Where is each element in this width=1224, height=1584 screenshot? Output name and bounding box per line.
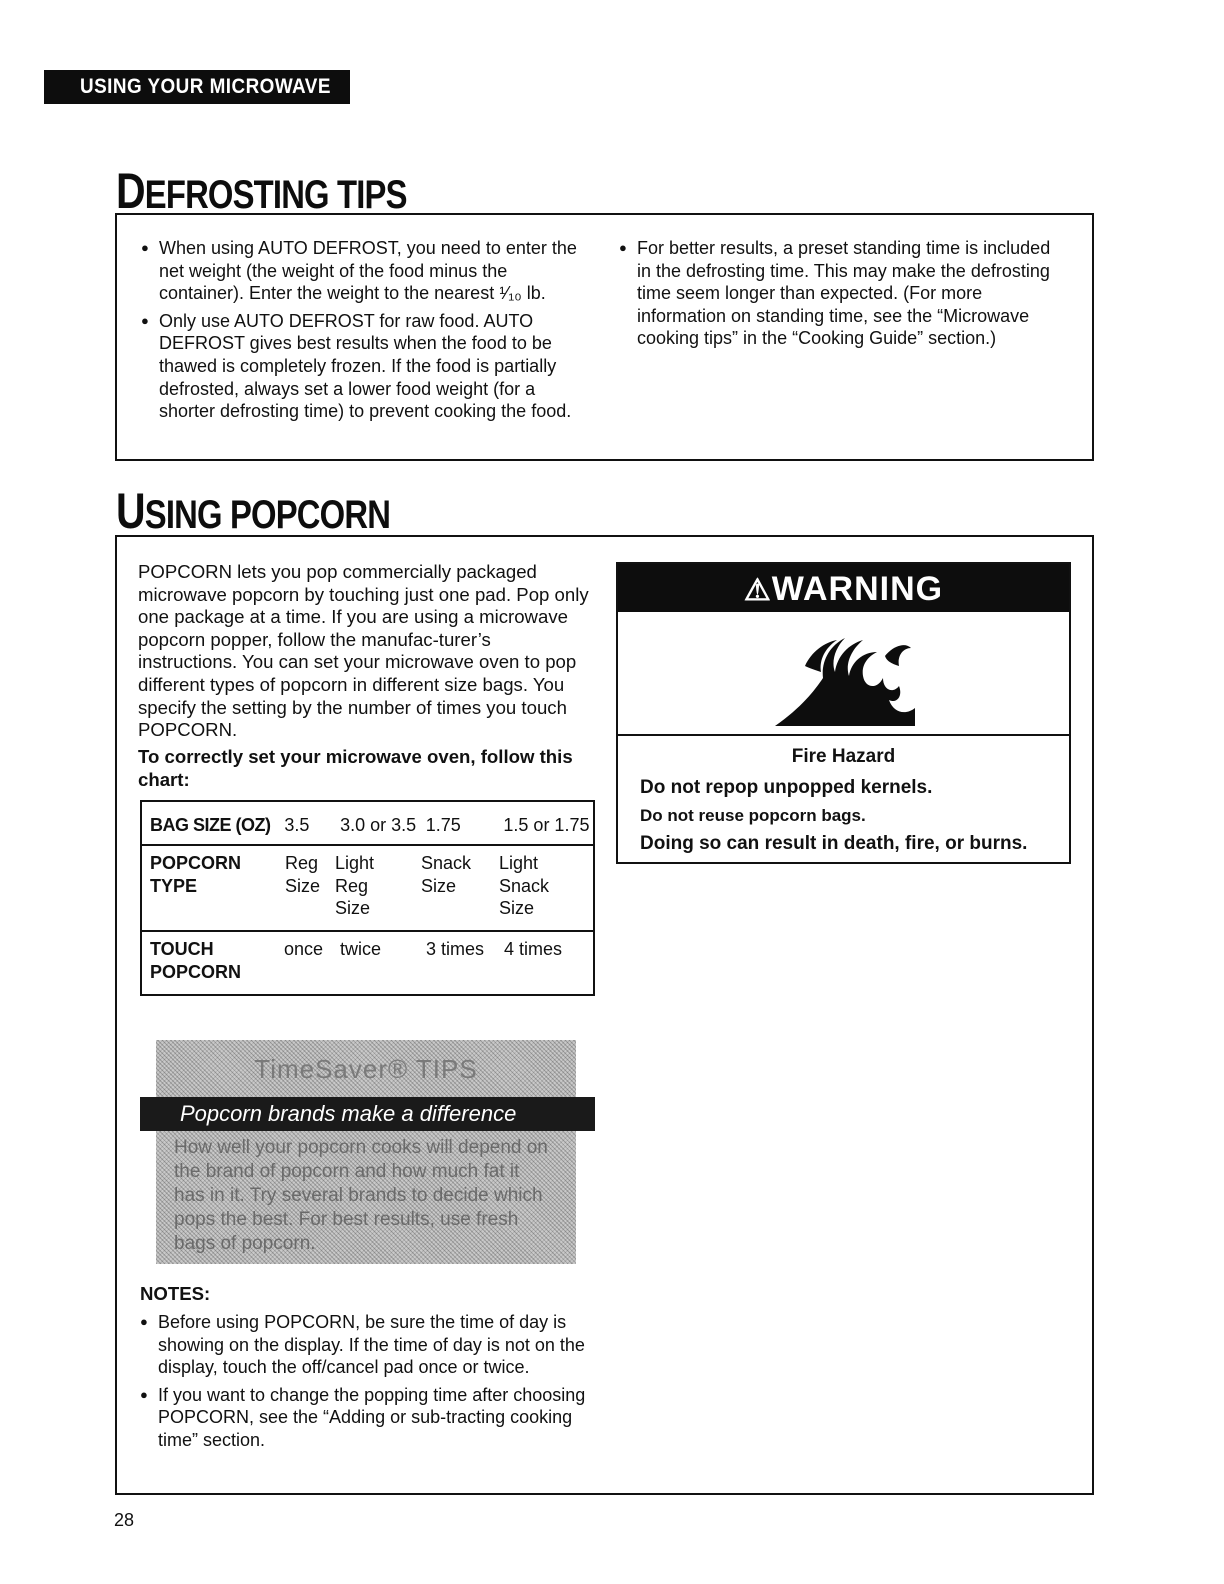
table-cell: 3 times [426,939,485,959]
touch-popcorn-header: TOUCH POPCORN [150,939,242,982]
popcorn-heading-cap: U [116,483,145,539]
chart-intro: To correctly set your microwave oven, follow this chart: [138,746,573,790]
warning-label: WARNING [771,570,944,608]
defrosting-left-list [141,237,581,428]
popcorn-heading-rest: SING POPCORN [144,493,391,537]
list-item: ● If you want to change the popping time after choosing POPCORN, see the “Adding or sub-tracting cooking time” section. [140,1384,590,1452]
defrosting-tips-box [115,213,1094,461]
table-cell: Light Reg Size [335,853,375,919]
defrosting-heading-rest: EFROSTING TIPS [144,173,407,217]
section-tab-label: USING YOUR MICROWAVE OVEN [80,75,331,132]
table-row [142,846,593,932]
warning-line: Doing so can result in death, fire, or burns. [640,833,1028,854]
popcorn-settings-table [140,800,595,996]
tips-body: How well your popcorn cooks will depend on the brand of popcorn and how much fat it has in it. Try several brands to decide which pops the best. For best results, use fresh bags of popcorn. [174,1137,548,1254]
table-cell: Reg Size [285,853,321,896]
table-cell: Light Snack Size [499,853,550,919]
hazard-title: Fire Hazard [791,746,896,767]
table-row [142,802,593,846]
tips-banner: Popcorn brands make a difference [140,1097,595,1131]
timesaver-tips-panel [140,1040,595,1264]
notes-heading: NOTES: [140,1283,211,1304]
list-item: ● Only use AUTO DEFROST for raw food. AUTO DEFROST gives best results when the food to be thawed is completely frozen. If the food is partially defrosted, always set a lower food weight (for a shorter defrosting time) to prevent cooking the food. [141,310,581,423]
popcorn-intro: POPCORN lets you pop commercially packaged microwave popcorn by touching just one pad. Pop only one package at a time. If you are using a microwave popcorn popper, follow the manufac-turer’s instructions. You can set your microwave oven to pop different types of popcorn in different size bags. You specify the setting by the number of times you touch POPCORN. [138,561,589,741]
fire-icon [765,616,925,734]
tips-title: TimeSaver® TIPS [254,1054,478,1084]
fire-icon-area [618,612,1069,736]
page-number: 28 [114,1510,135,1530]
defrosting-right-list [619,237,1064,355]
warning-triangle-icon: ⚠ [743,574,772,607]
defrosting-heading [116,162,407,220]
warning-banner [618,564,1069,612]
table-row [142,932,593,994]
list-item: ● Before using POPCORN, be sure the time of day is showing on the display. If the time of day is not on the display, touch the off/cancel pad once or twice. [140,1311,590,1379]
table-cell: once [284,939,324,959]
warning-line: Do not repop unpopped kernels. [640,777,933,798]
warning-box [616,562,1071,864]
table-cell: Snack Size [421,853,472,896]
bag-size-header: BAG SIZE (OZ) [150,815,271,835]
warning-lines [640,774,1027,858]
notes-list [140,1311,590,1457]
table-cell: twice [340,939,382,959]
popcorn-heading [116,482,390,540]
defrosting-heading-cap: D [116,163,145,219]
table-cell: 3.0 or 3.5 [340,815,417,835]
popcorn-type-header: POPCORN TYPE [150,853,242,896]
section-tab [44,70,350,132]
table-cell: 1.5 or 1.75 [503,815,590,835]
table-cell: 4 times [504,939,563,959]
warning-line: Do not reuse popcorn bags. [640,806,866,825]
list-item: ● When using AUTO DEFROST, you need to enter the net weight (the weight of the food minus the container). Enter the weight to the nearest ¹⁄₁₀ lb. [141,237,581,305]
table-cell: 1.75 [425,815,461,835]
list-item: ● For better results, a preset standing time is included in the defrosting time. This may make the defrosting time seem longer than expected. (For more information on standing time, see the “Microwave cooking tips” in the “Cooking Guide” section.) [619,237,1064,350]
table-cell: 3.5 [284,815,310,835]
